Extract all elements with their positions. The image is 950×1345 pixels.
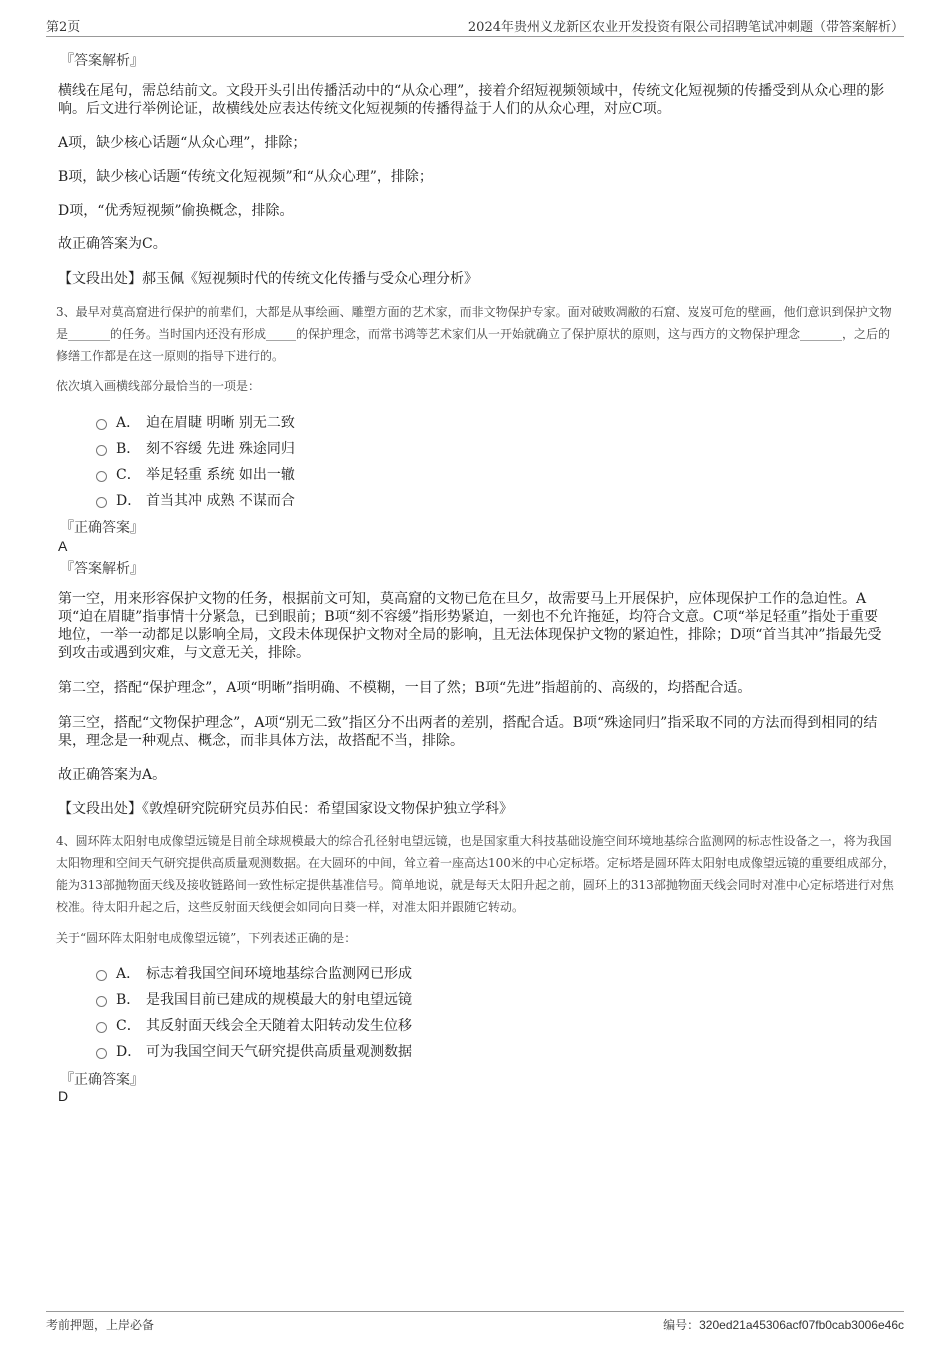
analysis-paragraph: D项，“优秀短视频”偷换概念，排除。: [58, 203, 294, 219]
option-a[interactable]: [96, 963, 412, 983]
option-b[interactable]: [96, 438, 295, 458]
analysis-conclusion: 故正确答案为C。: [58, 236, 167, 252]
option-text: 可为我国空间天气研究提供高质量观测数据: [146, 1044, 412, 1060]
option-text: 标志着我国空间环境地基综合监测网已形成: [146, 966, 412, 982]
analysis-paragraph: 横线在尾句，需总结前文。文段开头引出传播活动中的“从众心理”，接着介绍短视频领域中，传统文化短视频的传播受到从众心理的影响。后文进行举例论证，故横线处应表达传统文化短视频的传播得益于人们的从众心理，对应C项。: [58, 83, 885, 117]
analysis-label: 『答案解析』: [60, 561, 144, 577]
option-letter: A．: [116, 415, 141, 431]
option-letter: C．: [116, 1018, 141, 1034]
option-c[interactable]: [96, 1015, 412, 1035]
analysis-paragraph: 第一空，用来形容保护文物的任务，根据前文可知，莫高窟的文物已危在旦夕，故需要马上开展保护，应体现保护工作的急迫性。A项“迫在眉睫”指事情十分紧急，已到眼前；B项“刻不容缓”指形势紧迫，一刻也不允许拖延，均符合文意。C项“举足轻重”指处于重要地位，一举一动都足以影响全局，文段未体现保护文物对全局的影响，且无法体现保护文物的紧迫性，排除；D项“首当其冲”指最先受到攻击或遇到灾难，与文意无关，排除。: [58, 591, 882, 661]
question-4-text: 4、圆环阵太阳射电成像望远镜是目前全球规模最大的综合孔径射电望远镜，也是国家重大科技基础设施空间环境地基综合监测网的标志性设备之一，将为我国太阳物理和空间天气研究提供高质量观测数据。在大圆环的中间，耸立着一座高达100米的中心定标塔。定标塔是圆环阵太阳射电成像望远镜的重要组成部分，能为313部抛物面天线及接收链路间一致性标定提供基准信号。简单地说，就是每天太阳升起之前，圆环上的313部抛物面天线会同时对准中心定标塔进行对焦校准。待太阳升起之后，这些反射面天线便会如同向日葵一样，对准太阳并跟随它转动。: [56, 834, 895, 914]
radio-icon[interactable]: [96, 471, 107, 482]
source-citation: 【文段出处】郝玉佩《短视频时代的传统文化传播与受众心理分析》: [58, 271, 478, 287]
option-letter: A．: [116, 966, 141, 982]
option-text: 刻不容缓 先进 殊途同归: [146, 441, 295, 457]
option-b[interactable]: [96, 989, 412, 1009]
analysis-conclusion: 故正确答案为A。: [58, 767, 167, 783]
option-text: 迫在眉睫 明晰 别无二致: [146, 415, 295, 431]
option-d[interactable]: [96, 1041, 412, 1061]
analysis-paragraph: A项，缺少核心话题“从众心理”，排除；: [58, 135, 307, 151]
option-text: 其反射面天线会全天随着太阳转动发生位移: [146, 1018, 412, 1034]
analysis-paragraph: B项，缺少核心话题“传统文化短视频”和“从众心理”，排除；: [58, 169, 433, 185]
analysis-paragraph: 第二空，搭配“保护理念”，A项“明晰”指明确、不模糊，一目了然；B项“先进”指超前的、高级的，均搭配合适。: [58, 680, 752, 696]
question-4-stem: 关于“圆环阵太阳射电成像望远镜”，下列表述正确的是：: [56, 931, 357, 945]
option-letter: B．: [116, 992, 141, 1008]
question-3-stem: 依次填入画横线部分最恰当的一项是：: [56, 379, 261, 393]
correct-answer-label: 『正确答案』: [60, 1072, 144, 1088]
page-header: [46, 14, 904, 37]
option-letter: D．: [116, 1044, 142, 1060]
correct-answer: D: [58, 1088, 69, 1104]
option-text: 举足轻重 系统 如出一辙: [146, 467, 295, 483]
analysis-label: 『答案解析』: [60, 53, 144, 69]
question-3-text: 3、最早对莫高窟进行保护的前辈们，大都是从事绘画、雕塑方面的艺术家，而非文物保护专家。面对破败凋敝的石窟、岌岌可危的壁画，他们意识到保护文物是_______的任务。当时国内还没有形成_____的保护理念，而常书鸿等艺术家们从一开始就确立了保护原状的原则，这与西方的文物保护理念_______，之后的修缮工作都是在这一原则的指导下进行的。: [56, 305, 892, 363]
code-value: 320ed21a45306acf07fb0cab3006e46c: [699, 1318, 904, 1332]
option-text: 首当其冲 成熟 不谋而合: [146, 493, 295, 509]
document-title: 2024年贵州义龙新区农业开发投资有限公司招聘笔试冲刺题（带答案解析）: [467, 20, 904, 35]
radio-icon[interactable]: [96, 1048, 107, 1059]
radio-icon[interactable]: [96, 996, 107, 1007]
page-number: 第2页: [46, 20, 81, 35]
radio-icon[interactable]: [96, 419, 107, 430]
radio-icon[interactable]: [96, 970, 107, 981]
source-citation: 【文段出处】《敦煌研究院研究员苏伯民：希望国家设文物保护独立学科》: [58, 801, 513, 817]
option-letter: C．: [116, 467, 141, 483]
radio-icon[interactable]: [96, 445, 107, 456]
document-code: [663, 1316, 904, 1333]
radio-icon[interactable]: [96, 1022, 107, 1033]
option-text: 是我国目前已建成的规模最大的射电望远镜: [146, 992, 412, 1008]
radio-icon[interactable]: [96, 497, 107, 508]
option-letter: B．: [116, 441, 141, 457]
option-a[interactable]: [96, 412, 295, 432]
code-label: 编号：: [663, 1318, 700, 1332]
footer-slogan: 考前押题，上岸必备: [46, 1318, 155, 1332]
correct-answer: A: [58, 538, 68, 554]
option-c[interactable]: [96, 464, 295, 484]
option-d[interactable]: [96, 490, 295, 510]
option-letter: D．: [116, 493, 142, 509]
analysis-paragraph: 第三空，搭配“文物保护理念”，A项“别无二致”指区分不出两者的差别，搭配合适。B项“殊途同归”指采取不同的方法而得到相同的结果，理念是一种观点、概念，而非具体方法，故搭配不当，排除。: [58, 715, 878, 749]
correct-answer-label: 『正确答案』: [60, 520, 144, 536]
page-footer: [46, 1311, 904, 1342]
